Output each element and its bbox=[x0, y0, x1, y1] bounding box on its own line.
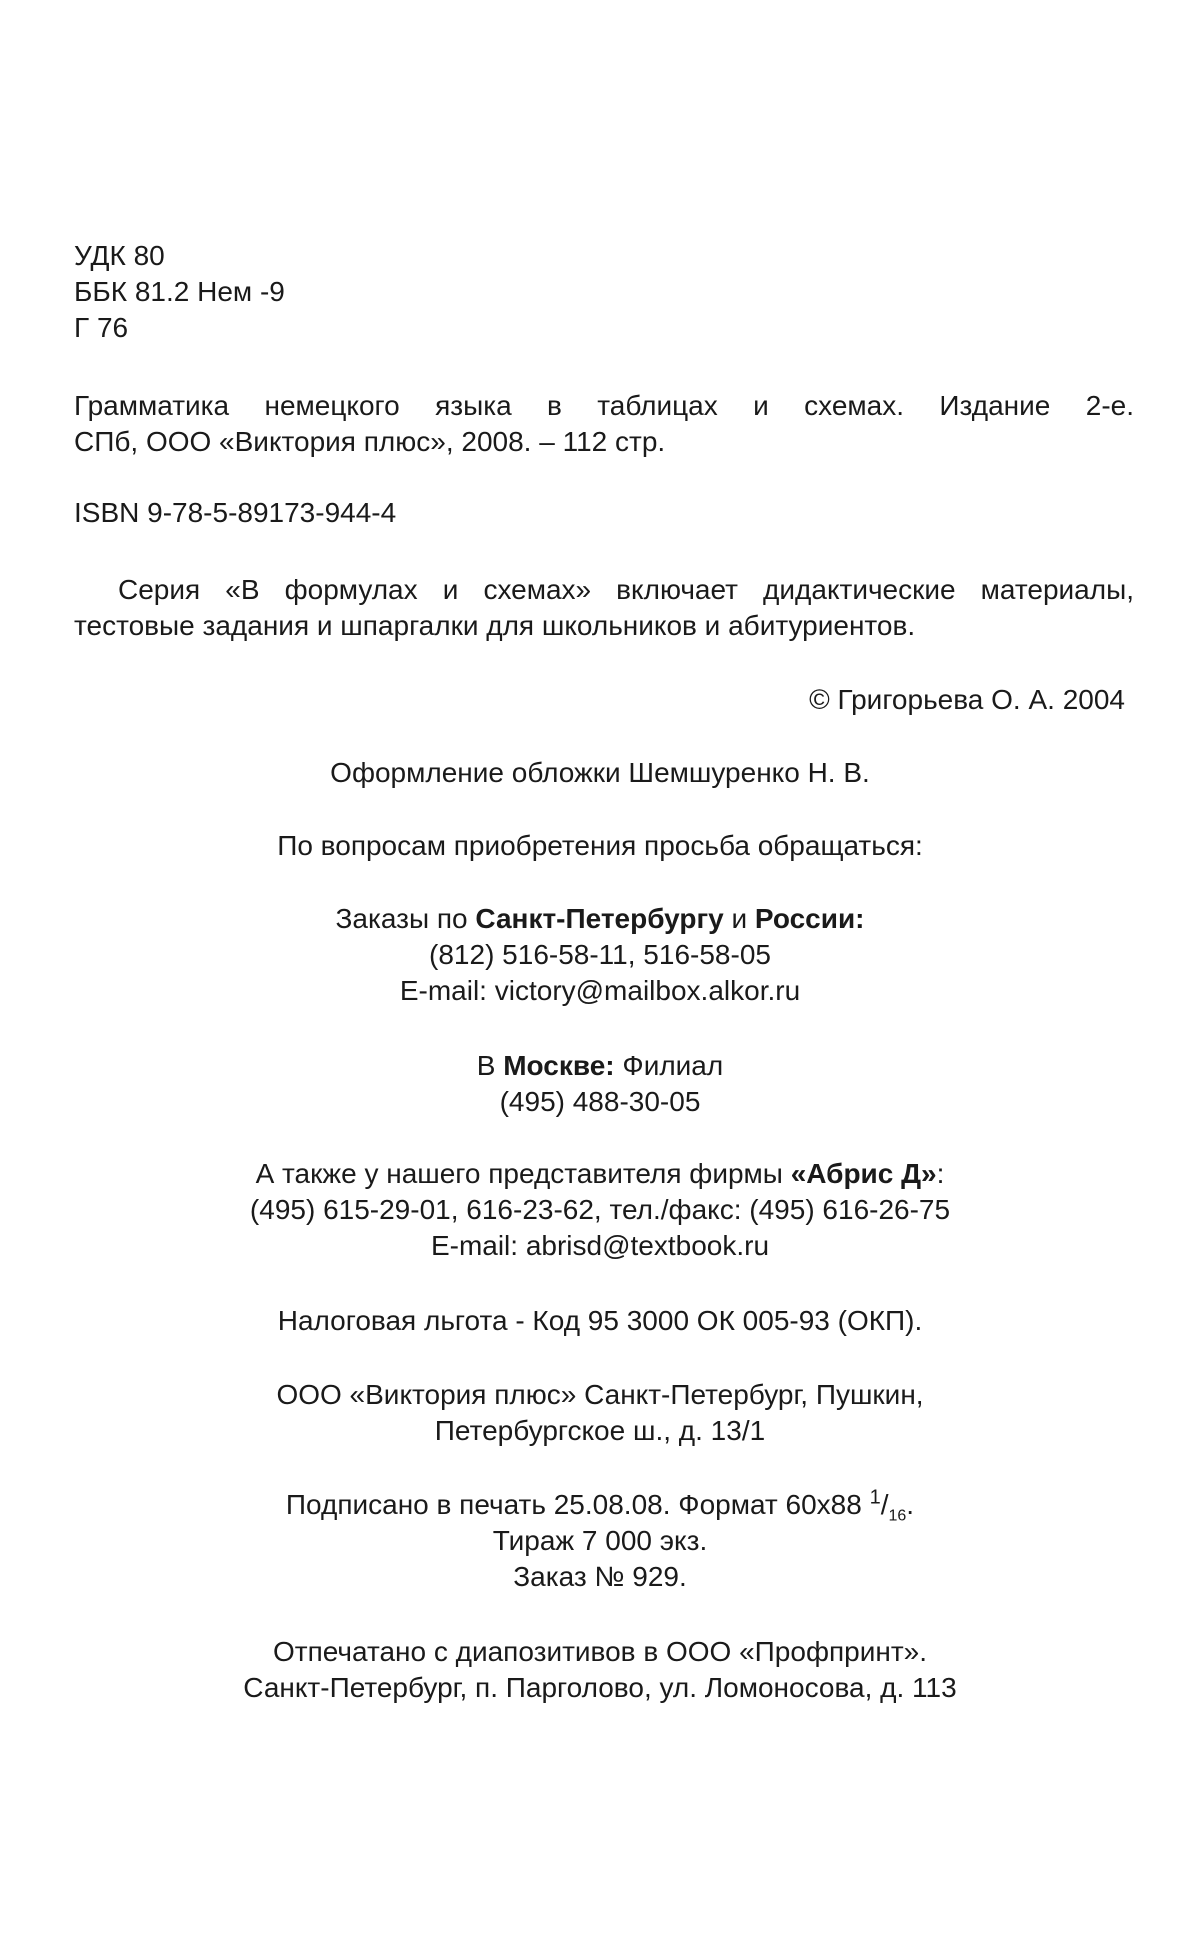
print-signed bbox=[0, 1487, 1200, 1523]
format-denominator: 16 bbox=[888, 1507, 907, 1525]
cover-design bbox=[0, 755, 1200, 791]
author-mark: Г 76 bbox=[74, 312, 129, 343]
bibliography-line-1: Грамматика немецкого языка в таблицах и схемах. Издание 2-е. bbox=[74, 390, 1134, 421]
representative-phones: (495) 615-29-01, 616-23-62, тел./факс: (495) 616-26-75 bbox=[249, 1194, 951, 1225]
spb-and: и bbox=[723, 903, 755, 934]
moscow-prefix: В bbox=[476, 1050, 504, 1081]
spb-orders-block bbox=[0, 901, 1200, 1009]
isbn-block bbox=[74, 495, 1134, 531]
representative-email: E-mail: abrisd@textbook.ru bbox=[430, 1230, 770, 1261]
print-run: Тираж 7 000 экз. bbox=[492, 1525, 708, 1556]
series-line-1: Серия «В формулах и схемах» включает дидактические материалы, bbox=[118, 574, 1134, 605]
representative-block bbox=[0, 1156, 1200, 1264]
copyright-notice: © Григорьева О. А. 2004 bbox=[809, 684, 1125, 715]
udk-code: УДК 80 bbox=[74, 240, 165, 271]
format-separator: / bbox=[880, 1489, 889, 1520]
moscow-phone: (495) 488-30-05 bbox=[499, 1086, 701, 1117]
print-block bbox=[0, 1487, 1200, 1595]
representative-prefix: А также у нашего представителя фирмы bbox=[255, 1158, 791, 1189]
printed-line-2: Санкт-Петербург, п. Парголово, ул. Ломоносова, д. 113 bbox=[243, 1672, 957, 1703]
moscow-suffix: Филиал bbox=[614, 1050, 724, 1081]
printed-line-1: Отпечатано с диапозитивов в ООО «Профпринт». bbox=[273, 1636, 927, 1667]
moscow-city: Москве: bbox=[503, 1050, 615, 1081]
format-end: . bbox=[906, 1489, 915, 1520]
series-line-2: тестовые задания и шпаргалки для школьников и абитуриентов. bbox=[74, 610, 916, 641]
cover-design-text: Оформление обложки Шемшуренко Н. В. bbox=[330, 757, 870, 788]
tax-block bbox=[0, 1303, 1200, 1339]
representative-title bbox=[0, 1156, 1200, 1192]
spb-country: России: bbox=[754, 903, 865, 934]
bibliography-block bbox=[74, 388, 1134, 460]
publisher-line-1: ООО «Виктория плюс» Санкт-Петербург, Пушкин, bbox=[276, 1379, 924, 1410]
printed-block bbox=[0, 1634, 1200, 1706]
moscow-title bbox=[0, 1048, 1200, 1084]
isbn: ISBN 9-78-5-89173-944-4 bbox=[74, 497, 397, 528]
purchase-heading-text: По вопросам приобретения просьба обращаться: bbox=[277, 830, 923, 861]
publisher-line-2: Петербургское ш., д. 13/1 bbox=[434, 1415, 766, 1446]
bibliography-line-2: СПб, ООО «Виктория плюс», 2008. – 112 стр. bbox=[74, 426, 666, 457]
bbk-code: ББК 81.2 Нем -9 bbox=[74, 276, 285, 307]
spb-orders-title bbox=[0, 901, 1200, 937]
print-order: Заказ № 929. bbox=[513, 1561, 687, 1592]
format-numerator: 1 bbox=[869, 1486, 881, 1509]
publisher-block bbox=[0, 1377, 1200, 1449]
spb-email: E-mail: victory@mailbox.alkor.ru bbox=[399, 975, 801, 1006]
spb-prefix: Заказы по bbox=[335, 903, 476, 934]
spb-phones: (812) 516-58-11, 516-58-05 bbox=[429, 939, 771, 970]
representative-suffix: : bbox=[936, 1158, 945, 1189]
representative-firm: «Абрис Д» bbox=[790, 1158, 937, 1189]
moscow-block bbox=[0, 1048, 1200, 1120]
print-signed-text: Подписано в печать 25.08.08. Формат 60х88 bbox=[285, 1489, 870, 1520]
tax-text: Налоговая льгота - Код 95 3000 ОК 005-93 (ОКП). bbox=[277, 1305, 923, 1336]
classification-block bbox=[74, 238, 1134, 346]
purchase-heading bbox=[0, 828, 1200, 864]
series-block bbox=[74, 572, 1134, 644]
spb-city: Санкт-Петербургу bbox=[475, 903, 724, 934]
